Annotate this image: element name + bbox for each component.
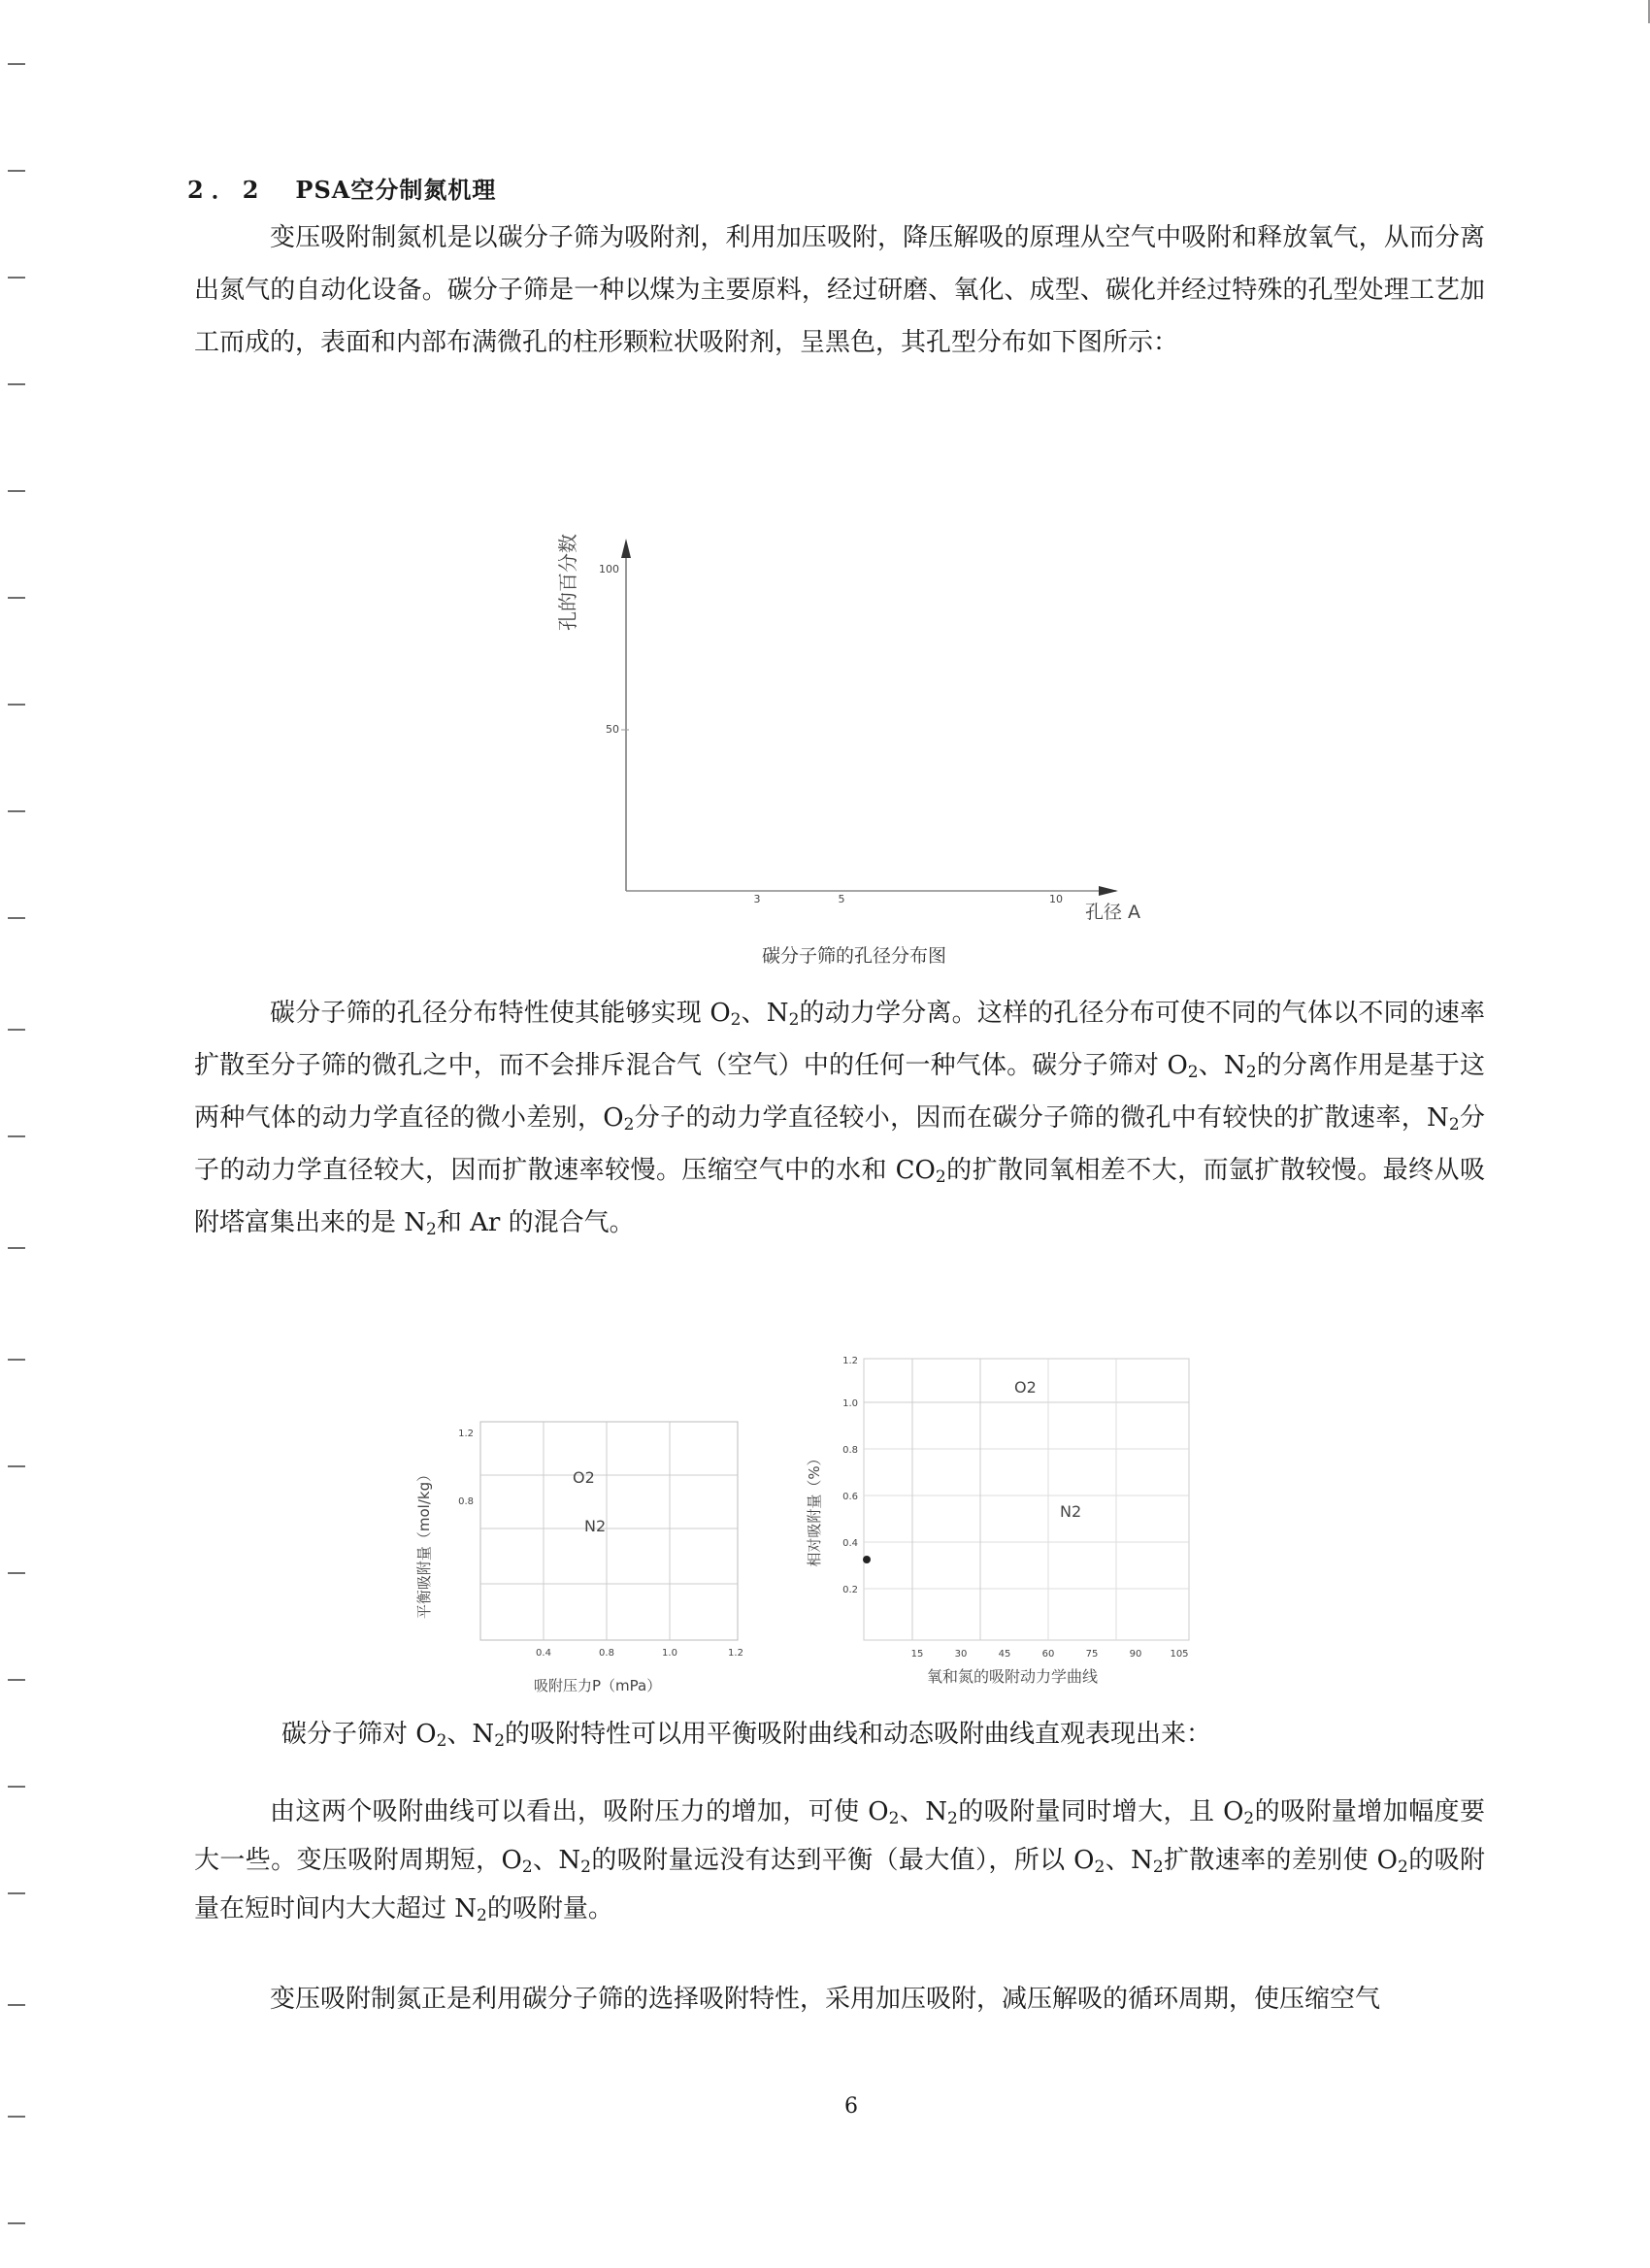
text-run: 的吸附量在短时间内大大超过 N (194, 1846, 1485, 1923)
x-tick-label: 5 (838, 893, 845, 905)
paragraph-curve-analysis (194, 1788, 1485, 1933)
scan-margin-marks (0, 0, 58, 2268)
series-label-o2: O2 (573, 1468, 595, 1487)
subscript: 2 (788, 1010, 800, 1030)
text-run: 的吸附量同时增大，且 O (957, 1797, 1244, 1826)
text-run: 由这两个吸附曲线可以看出，吸附压力的增加，可使 O (270, 1797, 889, 1826)
series-label-n2: N2 (584, 1517, 607, 1535)
subscript: 2 (1245, 1063, 1257, 1082)
margin-mark (8, 490, 25, 492)
margin-mark (8, 1679, 25, 1681)
text-run: 、N (899, 1797, 947, 1826)
scan-speck (863, 1556, 871, 1563)
subscript: 2 (623, 1115, 635, 1134)
text-run: 、N (1105, 1846, 1153, 1875)
x-axis-title: 孔径 A (1085, 902, 1141, 923)
text-run: 分子的动力学直径较小，因而在碳分子筛的微孔中有较快的扩散速率，N (634, 1103, 1449, 1133)
x-tick-label: 75 (1085, 1649, 1099, 1660)
x-tick-label: 3 (753, 893, 761, 905)
y-axis-title: 孔的百分数 (556, 534, 579, 631)
text-run: 碳分子筛的孔径分布特性使其能够实现 O (270, 999, 731, 1028)
x-axis-title: 吸附压力P（mPa） (534, 1677, 662, 1694)
text-run: 的吸附量远没有达到平衡（最大值），所以 O (591, 1846, 1095, 1875)
margin-mark (8, 277, 25, 279)
equilibrium-adsorption-chart (408, 1407, 767, 1698)
margin-mark (8, 1786, 25, 1788)
text-run: 碳分子筛对 O (281, 1720, 437, 1749)
x-tick-label: 15 (910, 1649, 924, 1660)
y-tick-label: 100 (599, 563, 619, 575)
y-tick-label: 1.2 (842, 1356, 858, 1366)
chart-title: 氧和氮的吸附动力学曲线 (927, 1667, 1099, 1686)
margin-mark (8, 917, 25, 919)
chart-frame (480, 1422, 738, 1640)
margin-mark (8, 810, 25, 812)
margin-mark (8, 63, 25, 65)
section-title: PSA空分制氮机理 (295, 176, 497, 204)
series-label-n2: N2 (1060, 1502, 1082, 1521)
y-tick-label: 1.0 (842, 1398, 858, 1409)
text-run: 、N (1198, 1051, 1246, 1080)
x-axis-arrow (1099, 886, 1118, 896)
y-tick-label: 0.8 (458, 1496, 474, 1507)
text-run: 的动力学分离。这样的孔径分布可使不同的气体以不同的速率扩散至分子筛的微孔之中，而不会排斥混合气（空气）中的任何一种气体。碳分子筛对 O (194, 999, 1485, 1080)
x-tick-label: 0.4 (536, 1648, 551, 1659)
y-tick-label: 1.2 (458, 1429, 474, 1439)
section-number: 2．2 (187, 176, 267, 204)
subscript: 2 (946, 1809, 958, 1828)
series-label-o2: O2 (1014, 1378, 1037, 1397)
x-tick-label: 60 (1041, 1649, 1055, 1660)
x-tick-label: 45 (998, 1649, 1011, 1660)
margin-mark (8, 597, 25, 599)
y-tick-label: 50 (606, 723, 619, 736)
y-tick-label: 0.4 (842, 1538, 858, 1549)
subscript: 2 (1448, 1115, 1460, 1134)
y-tick-label: 0.2 (842, 1585, 858, 1595)
subscript: 2 (1243, 1809, 1255, 1828)
margin-mark (8, 383, 25, 385)
subscript: 2 (888, 1809, 900, 1828)
paragraph-kinetic-separation (194, 987, 1485, 1249)
paragraph-adsorption-intro (281, 1708, 1485, 1760)
text-run: 的分离作用是基于这两种气体的动力学直径的微小差别，O (194, 1051, 1485, 1133)
margin-mark (8, 1465, 25, 1467)
subscript: 2 (1187, 1063, 1199, 1082)
paragraph-intro: 变压吸附制氮机是以碳分子筛为吸附剂，利用加压吸附，降压解吸的原理从空气中吸附和释放氧气，从而分离出氮气的自动化设备。碳分子筛是一种以煤为主要原料，经过研磨、氧化、成型、碳化并经过特殊的孔型处理工艺加工而成的，表面和内部布满微孔的柱形颗粒状吸附剂，呈黑色，其孔型分布如下图所示： (194, 223, 1485, 357)
x-tick-label: 1.2 (728, 1648, 743, 1659)
kinetic-adsorption-chart (806, 1344, 1213, 1693)
margin-mark (8, 1572, 25, 1574)
margin-mark (8, 1135, 25, 1137)
margin-mark (8, 170, 25, 172)
subscript: 2 (580, 1857, 591, 1877)
text-run: 、N (532, 1846, 581, 1875)
text-run: 的吸附量。 (486, 1894, 613, 1923)
y-tick-label: 0.6 (842, 1492, 858, 1502)
margin-mark (8, 2116, 25, 2118)
margin-mark (8, 1892, 25, 1894)
subscript: 2 (730, 1010, 742, 1030)
text-run: 、N (741, 999, 789, 1028)
subscript: 2 (935, 1167, 946, 1187)
text-run: 的吸附量增加幅度要大一些。变压吸附周期短，O (194, 1797, 1485, 1875)
x-tick-label: 0.8 (599, 1648, 614, 1659)
x-tick-label: 105 (1170, 1649, 1189, 1660)
paragraph-psa-cycle: 变压吸附制氮正是利用碳分子筛的选择吸附特性，采用加压吸附，减压解吸的循环周期，使压缩空气 (270, 1985, 1381, 2014)
x-tick-label: 10 (1049, 893, 1063, 905)
section-heading (187, 171, 496, 205)
text-run: 的扩散同氧相差不大，而氩扩散较慢。最终从吸附塔富集出来的是 N (194, 1156, 1485, 1237)
margin-mark (8, 704, 25, 706)
margin-mark (8, 1247, 25, 1249)
y-axis-title: 平衡吸附量（mol/kg） (415, 1466, 433, 1620)
text-run: 的吸附特性可以用平衡吸附曲线和动态吸附曲线直观表现出来： (505, 1720, 1212, 1749)
subscript: 2 (436, 1731, 447, 1751)
page-number: 6 (844, 2094, 858, 2119)
y-axis-title: 相对吸附量（%） (806, 1451, 823, 1567)
subscript: 2 (521, 1857, 533, 1877)
subscript: 2 (1152, 1857, 1164, 1877)
text-run: 扩散速率的差别使 O (1163, 1846, 1398, 1875)
subscript: 2 (1398, 1857, 1408, 1877)
pore-distribution-chart (544, 514, 1165, 941)
margin-mark (8, 1359, 25, 1361)
y-tick-label: 0.8 (842, 1445, 858, 1456)
text-run: 和 Ar 的混合气。 (436, 1208, 635, 1237)
subscript: 2 (1094, 1857, 1106, 1877)
x-tick-label: 90 (1129, 1649, 1142, 1660)
text-run: 分子的动力学直径较大，因而扩散速率较慢。压缩空气中的水和 CO (194, 1103, 1485, 1185)
x-tick-label: 30 (954, 1649, 968, 1660)
margin-mark (8, 2222, 25, 2224)
text-run: 、N (446, 1720, 495, 1749)
x-tick-label: 1.0 (662, 1648, 677, 1659)
margin-mark (8, 2004, 25, 2006)
subscript: 2 (494, 1731, 506, 1751)
margin-mark (8, 1029, 25, 1031)
figure-caption-pore-distribution: 碳分子筛的孔径分布图 (762, 945, 947, 967)
y-axis-arrow (621, 539, 631, 558)
subscript: 2 (477, 1906, 487, 1925)
subscript: 2 (426, 1220, 437, 1239)
